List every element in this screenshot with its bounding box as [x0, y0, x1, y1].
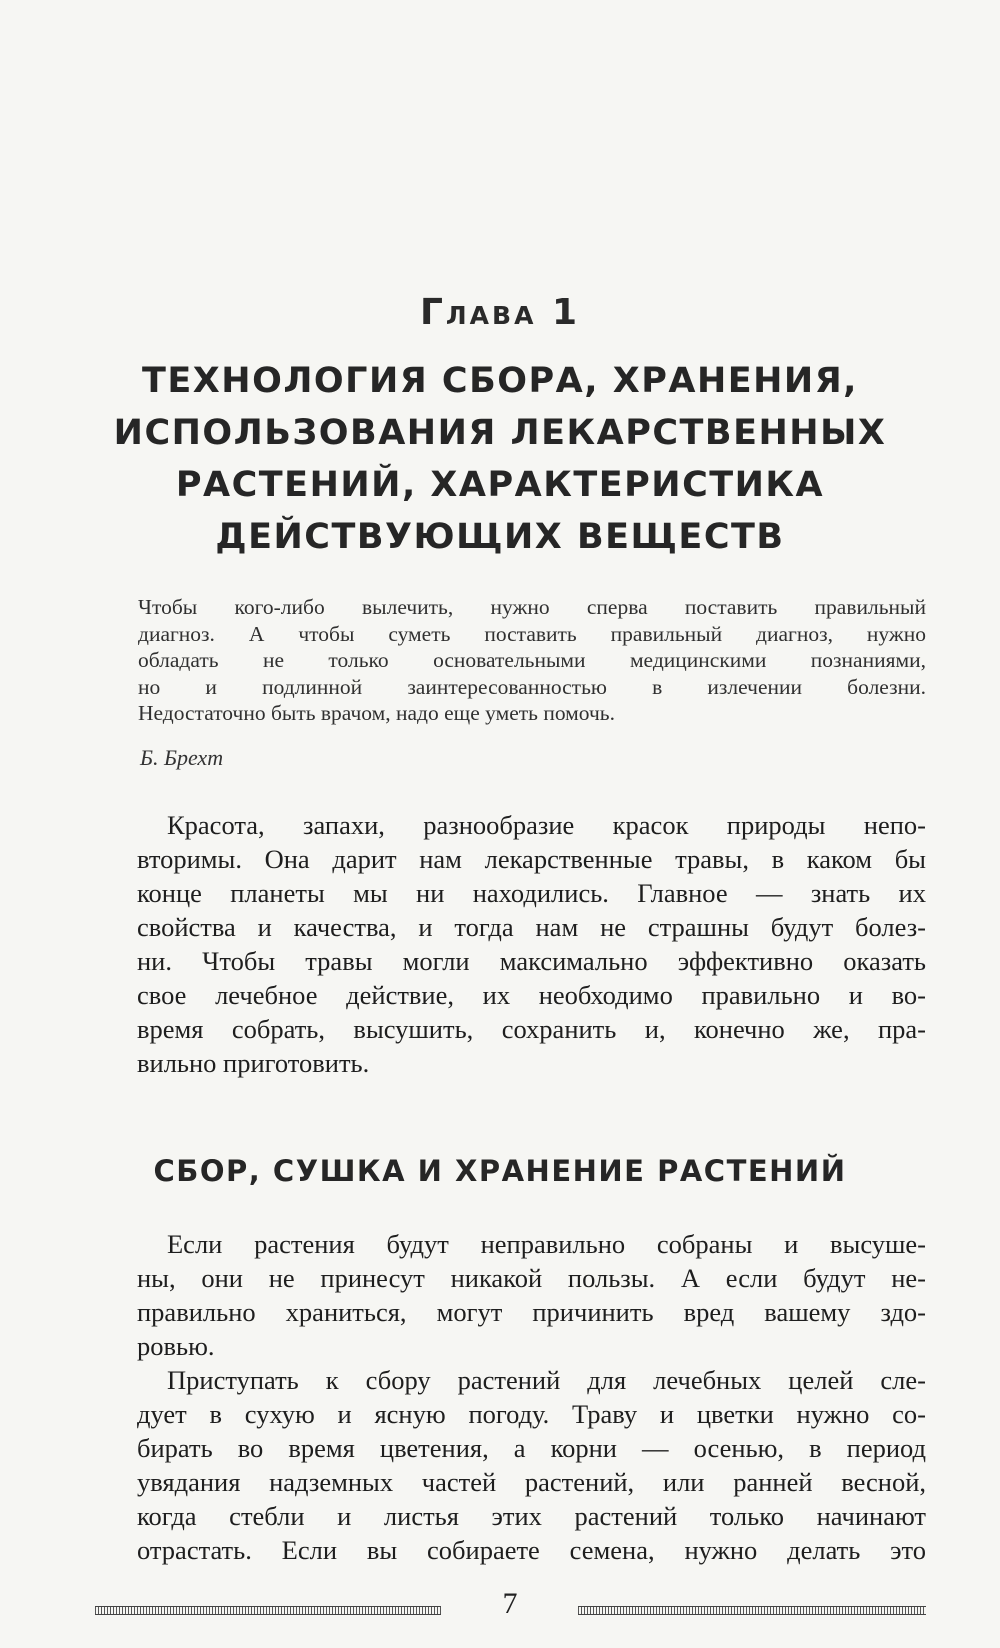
paragraph-line: ны, они не принесут никакой пользы. А если будут не- [137, 1263, 926, 1293]
epigraph-line: Недостаточно быть врачом, надо еще уметь помочь. [138, 701, 615, 725]
paragraph-line: отрастать. Если вы собираете семена, нужно делать это [137, 1535, 926, 1565]
paragraph-line: свое лечебное действие, их необходимо правильно и во- [137, 980, 926, 1010]
section-paragraph-1 [137, 1227, 926, 1363]
paragraph-line: правильно храниться, могут причинить вред вашему здо- [137, 1297, 926, 1327]
paragraph-line: дует в сухую и ясную погоду. Траву и цветки нужно со- [137, 1399, 926, 1429]
epigraph-line: но и подлинной заинтересованностью в излечении болезни. [138, 674, 926, 699]
epigraph-quote [138, 594, 926, 727]
chapter-title-line: ДЕЙСТВУЮЩИХ ВЕЩЕСТВ [215, 517, 785, 557]
intro-paragraph [137, 808, 926, 1080]
paragraph-line: Если растения будут неправильно собраны и высуше- [167, 1229, 926, 1259]
section-paragraph-2 [137, 1363, 926, 1567]
chapter-label: Глава 1 [419, 292, 581, 333]
epigraph-line: диагноз. А чтобы суметь поставить правильный диагноз, нужно [138, 621, 926, 646]
paragraph-line: Приступать к сбору растений для лечебных целей сле- [167, 1365, 926, 1395]
page-number: 7 [502, 1587, 518, 1620]
paragraph-line: время собрать, высушить, сохранить и, конечно же, пра- [137, 1014, 926, 1044]
paragraph-line: ровью. [137, 1331, 215, 1361]
chapter-title-line: ТЕХНОЛОГИЯ СБОРА, ХРАНЕНИЯ, [142, 361, 858, 401]
footer-rule-left [95, 1606, 441, 1615]
footer-rule-right [578, 1606, 926, 1615]
paragraph-line: бирать во время цветения, а корни — осенью, в период [137, 1433, 926, 1463]
paragraph-line: когда стебли и листья этих растений только начинают [137, 1501, 926, 1531]
chapter-title [90, 355, 910, 563]
paragraph-line: вторимы. Она дарит нам лекарственные травы, в каком бы [137, 844, 926, 874]
epigraph-author: Б. Брехт [140, 745, 224, 770]
paragraph-line: ни. Чтобы травы могли максимально эффективно оказать [137, 946, 926, 976]
paragraph-line: свойства и качества, и тогда нам не страшны будут болез- [137, 912, 926, 942]
epigraph-line: Чтобы кого-либо вылечить, нужно сперва поставить правильный [138, 595, 926, 619]
section-title: СБОР, СУШКА И ХРАНЕНИЕ РАСТЕНИЙ [153, 1154, 847, 1188]
paragraph-line: вильно приготовить. [137, 1048, 370, 1078]
chapter-title-line: ИСПОЛЬЗОВАНИЯ ЛЕКАРСТВЕННЫХ [113, 413, 887, 453]
epigraph-line: обладать не только основательными медицинскими познаниями, [138, 648, 926, 672]
paragraph-line: Красота, запахи, разнообразие красок природы непо- [167, 810, 926, 840]
paragraph-line: увядания надземных частей растений, или ранней весной, [137, 1467, 926, 1497]
chapter-title-line: РАСТЕНИЙ, ХАРАКТЕРИСТИКА [175, 465, 825, 505]
paragraph-line: конце планеты мы ни находились. Главное — знать их [137, 878, 926, 908]
